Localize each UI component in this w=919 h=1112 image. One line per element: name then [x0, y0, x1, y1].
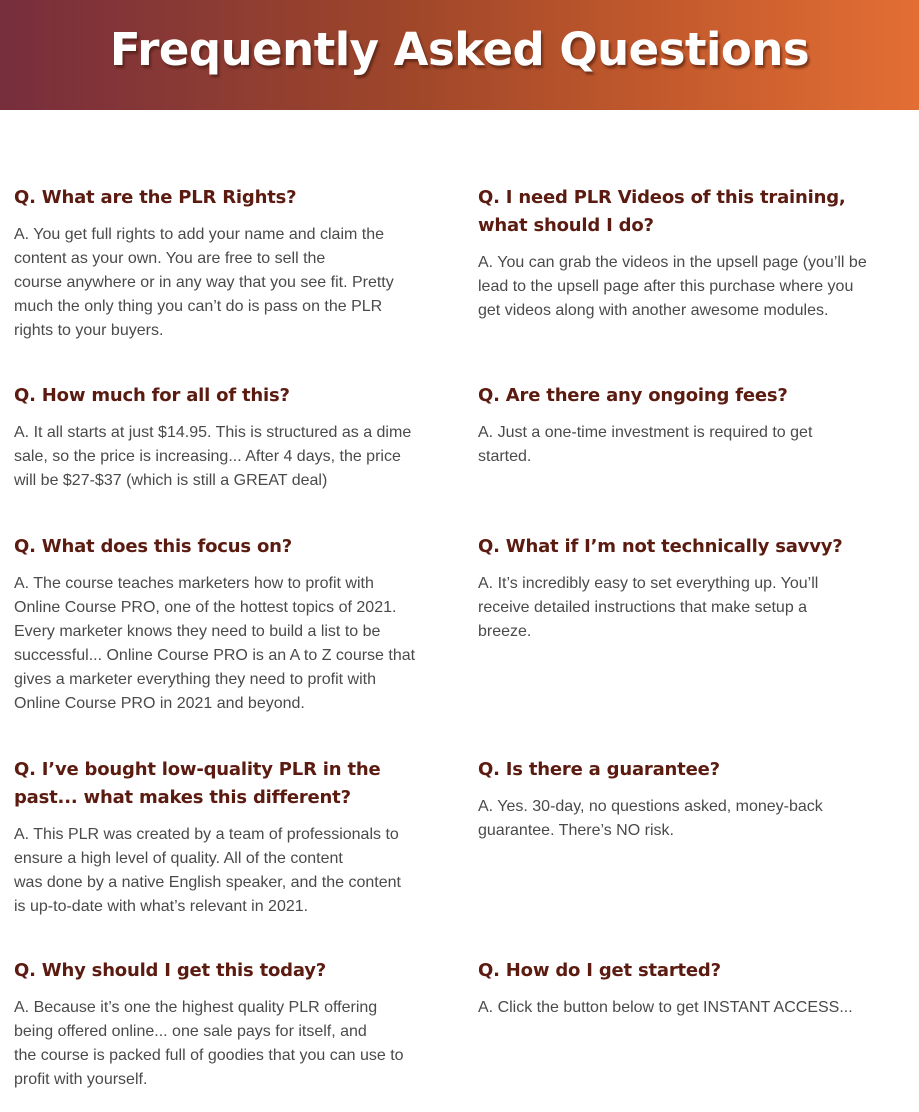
faq-question: Q. Why should I get this today?	[14, 960, 327, 981]
faq-item	[14, 184, 454, 343]
faq-question: Q. I’ve bought low-quality PLR in the past... what makes this different?	[14, 759, 381, 808]
faq-item	[478, 957, 918, 1020]
faq-answer: A. It all starts at just $14.95. This is structured as a dime sale, so the price is increasing... After 4 days, the price will be $27-$37 (which is still a GREAT deal)	[14, 424, 412, 489]
faq-answer: A. Click the button below to get INSTANT ACCESS...	[478, 999, 853, 1016]
faq-question: Q. What does this focus on?	[14, 536, 292, 557]
faq-item	[14, 533, 454, 716]
faq-question: Q. Are there any ongoing fees?	[478, 385, 788, 406]
faq-item	[14, 957, 454, 1092]
faq-question: Q. What if I’m not technically savvy?	[478, 536, 843, 557]
faq-answer: A. This PLR was created by a team of professionals to ensure a high level of quality. All of the content was done by a native English speaker, and the content is up-to-date with what’s relevant in 2021.	[14, 826, 401, 915]
faq-answer: A. It’s incredibly easy to set everything up. You’ll receive detailed instructions that make setup a breeze.	[478, 575, 819, 640]
faq-answer: A. Yes. 30-day, no questions asked, money-back guarantee. There’s NO risk.	[478, 798, 823, 839]
faq-item	[14, 382, 454, 493]
faq-answer: A. Because it’s one the highest quality PLR offering being offered online... one sale pays for itself, and the course is packed full of goodies that you can use to profit with yourself.	[14, 999, 404, 1088]
faq-question: Q. What are the PLR Rights?	[14, 187, 297, 208]
faq-question: Q. How do I get started?	[478, 960, 721, 981]
page-title: Frequently Asked Questions	[109, 22, 810, 76]
faq-answer: A. The course teaches marketers how to profit with Online Course PRO, one of the hottest topics of 2021. Every marketer knows they need to build a list to be successful... Online Course PRO is an A to Z course that gives a marketer everything they need to profit with Online Course PRO in 2021 and beyond.	[14, 575, 416, 712]
faq-answer: A. You can grab the videos in the upsell page (you’ll be lead to the upsell page after this purchase where you get videos along with another awesome modules.	[478, 254, 867, 319]
faq-item	[14, 756, 454, 919]
faq-item	[478, 756, 918, 843]
faq-answer: A. Just a one-time investment is required to get started.	[478, 424, 813, 465]
faq-item	[478, 382, 918, 469]
faq-header-banner	[0, 0, 919, 110]
faq-question: Q. Is there a guarantee?	[478, 759, 720, 780]
faq-item	[478, 184, 918, 323]
faq-question: Q. How much for all of this?	[14, 385, 290, 406]
faq-question: Q. I need PLR Videos of this training, what should I do?	[478, 187, 846, 236]
faq-answer: A. You get full rights to add your name and claim the content as your own. You are free to sell the course anywhere or in any way that you see fit. Pretty much the only thing you can’t do is pass on the PLR rights to your buyers.	[14, 226, 394, 339]
faq-item	[478, 533, 918, 644]
